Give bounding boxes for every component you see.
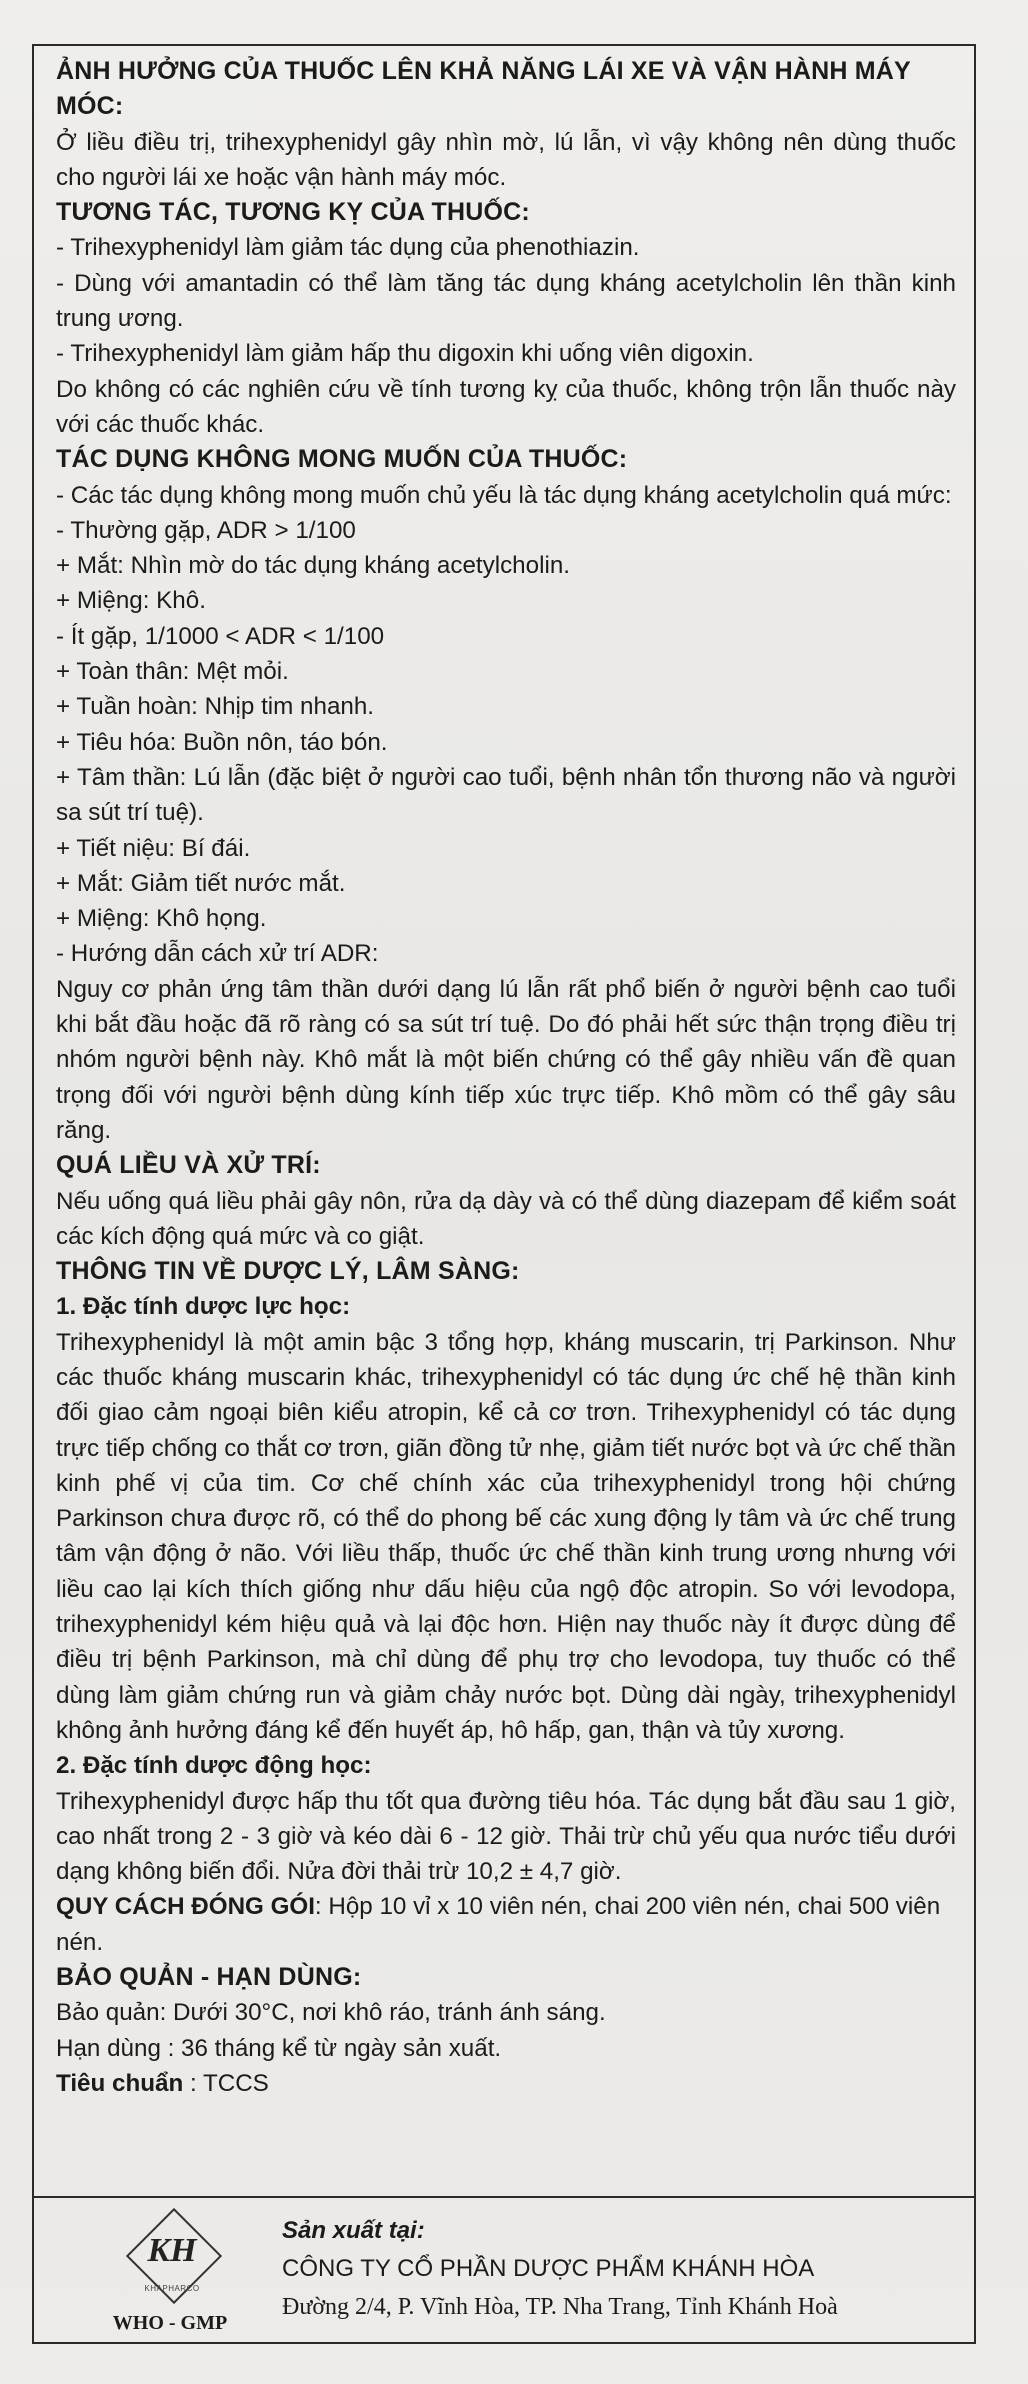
paragraph: - Dùng với amantadin có thể làm tăng tác dụng kháng acetylcholin lên thần kinh trung ương. [56,269,956,333]
paragraph: Trihexyphenidyl được hấp thu tốt qua đường tiêu hóa. Tác dụng bắt đầu sau 1 giờ, cao nhất trong 2 - 3 giờ và kéo dài 6 - 12 giờ. Thải trừ chủ yếu qua nước tiểu dưới dạng không biến đổi. Nửa đời thải trừ 10,2 ± 4,7 giờ. [56,1787,956,1886]
logo-monogram: KH [147,2232,197,2269]
paragraph: - Các tác dụng không mong muốn chủ yếu là tác dụng kháng acetylcholin quá mức: [56,481,952,509]
storage-heading: BẢO QUẢN - HẠN DÙNG: [56,1963,362,1992]
made-at-label: Sản xuất tại: [282,2217,425,2244]
paragraph: - Thường gặp, ADR > 1/100 [56,516,356,544]
paragraph: - Trihexyphenidyl làm giảm hấp thu digoxin khi uống viên digoxin. [56,340,754,368]
standard-value: : TCCS [183,2069,269,2097]
paragraph: + Tuần hoàn: Nhịp tim nhanh. [56,693,375,721]
packaging-info [56,1889,956,1960]
storage-line2: Hạn dùng : 36 tháng kể từ ngày sản xuất. [56,2034,502,2062]
section-heading: QUÁ LIỀU VÀ XỬ TRÍ: [56,1151,321,1180]
company-address: Đường 2/4, P. Vĩnh Hòa, TP. Nha Trang, Tỉnh Khánh Hoà [282,2294,838,2320]
paragraph: + Mắt: Nhìn mờ do tác dụng kháng acetylcholin. [56,552,571,580]
paragraph: Nguy cơ phản ứng tâm thần dưới dạng lú lẫn rất phổ biến ở người bệnh cao tuổi khi bắt đầu hoặc đã rõ ràng có sa sút trí tuệ. Do đó phải hết sức thận trọng điều trị nhóm người bệnh này. Khô mắt là một biến chứng có thể gây nhiều vấn đề quan trọng đối với người bệnh dùng kính tiếp xúc trực tiếp. Khô mồm có thể gây sâu răng. [56,975,956,1144]
company-name: CÔNG TY CỔ PHẦN DƯỢC PHẨM KHÁNH HÒA [282,2255,815,2282]
logo-caption: KHAPHARCO [144,2284,200,2293]
paragraph: + Tâm thần: Lú lẫn (đặc biệt ở người cao tuổi, bệnh nhân tổn thương não và người sa sút trí tuệ). [56,763,956,827]
paragraph: + Mắt: Giảm tiết nước mắt. [56,869,346,897]
standard-label: Tiêu chuẩn [56,2069,184,2097]
paragraph: Nếu uống quá liều phải gây nôn, rửa dạ dày và có thể dùng diazepam để kiểm soát các kích động quá mức và co giật. [56,1187,956,1250]
paragraph: + Miệng: Khô. [56,587,206,615]
section-heading: TÁC DỤNG KHÔNG MONG MUỐN CỦA THUỐC: [56,445,628,474]
paragraph: + Tiêu hóa: Buồn nôn, táo bón. [56,728,388,756]
packaging-label: QUY CÁCH ĐÓNG GÓI [56,1893,315,1921]
section-heading: THÔNG TIN VỀ DƯỢC LÝ, LÂM SÀNG: [56,1257,520,1286]
paragraph: + Miệng: Khô họng. [56,905,267,933]
storage-line1: Bảo quản: Dưới 30°C, nơi khô ráo, tránh ánh sáng. [56,1999,606,2027]
paragraph: - Hướng dẫn cách xử trí ADR: [56,940,379,968]
section-heading: 2. Đặc tính dược động học: [56,1752,372,1780]
section-heading: 1. Đặc tính dược lực học: [56,1293,351,1321]
section-heading: TƯƠNG TÁC, TƯƠNG KỴ CỦA THUỐC: [56,198,530,227]
paragraph: - Trihexyphenidyl làm giảm tác dụng của phenothiazin. [56,234,640,262]
manufacturer-info [282,2212,982,2326]
leaflet-content [56,54,956,2101]
paragraph: - Ít gặp, 1/1000 < ADR < 1/100 [56,622,385,650]
manufacturer-footer [32,2196,976,2344]
standard-info [56,2066,956,2101]
paragraph: + Toàn thân: Mệt mỏi. [56,658,289,686]
who-gmp-label: WHO - GMP [112,2312,228,2334]
packaging-value: : Hộp 10 vỉ x 10 viên nén, chai 200 viên nén, chai 500 viên nén. [56,1893,941,1956]
section-heading: ẢNH HƯỞNG CỦA THUỐC LÊN KHẢ NĂNG LÁI XE VÀ VẬN HÀNH MÁY MÓC: [56,57,911,121]
paragraph: Trihexyphenidyl là một amin bậc 3 tổng hợp, kháng muscarin, trị Parkinson. Như các thuốc kháng muscarin khác, trihexyphenidyl có tác dụng ức chế hệ thần kinh đối giao cảm ngoại biên kiểu atropin, kể cả cơ trơn. Trihexyphenidyl có tác dụng trực tiếp chống co thắt cơ trơn, giãn đồng tử nhẹ, giảm tiết nước bọt và ức chế thần kinh phế vị của tim. Cơ chế chính xác của trihexyphenidyl trong hội chứng Parkinson chưa được rõ, có thể do phong bế các xung động ly tâm và ức chế trung tâm vận động ở não. Với liều thấp, thuốc ức chế thần kinh trung ương nhưng với liều cao lại kích thích giống như dấu hiệu của ngộ độc atropin. So với levodopa, trihexyphenidyl kém hiệu quả và lại độc hơn. Hiện nay thuốc này ít được dùng để điều trị bệnh Parkinson, mà chỉ dùng để phụ trợ cho levodopa, tuy thuốc có thể dùng làm giảm chứng run và giảm chảy nước bọt. Dùng dài ngày, trihexyphenidyl không ảnh hưởng đáng kể đến huyết áp, hô hấp, gan, thận và tủy xương. [56,1328,956,1744]
paragraph: + Tiết niệu: Bí đái. [56,834,251,862]
paragraph: Do không có các nghiên cứu về tính tương kỵ của thuốc, không trộn lẫn thuốc này với các thuốc khác. [56,375,956,438]
paragraph: Ở liều điều trị, trihexyphenidyl gây nhìn mờ, lú lẫn, vì vậy không nên dùng thuốc cho người lái xe hoặc vận hành máy móc. [56,128,956,191]
